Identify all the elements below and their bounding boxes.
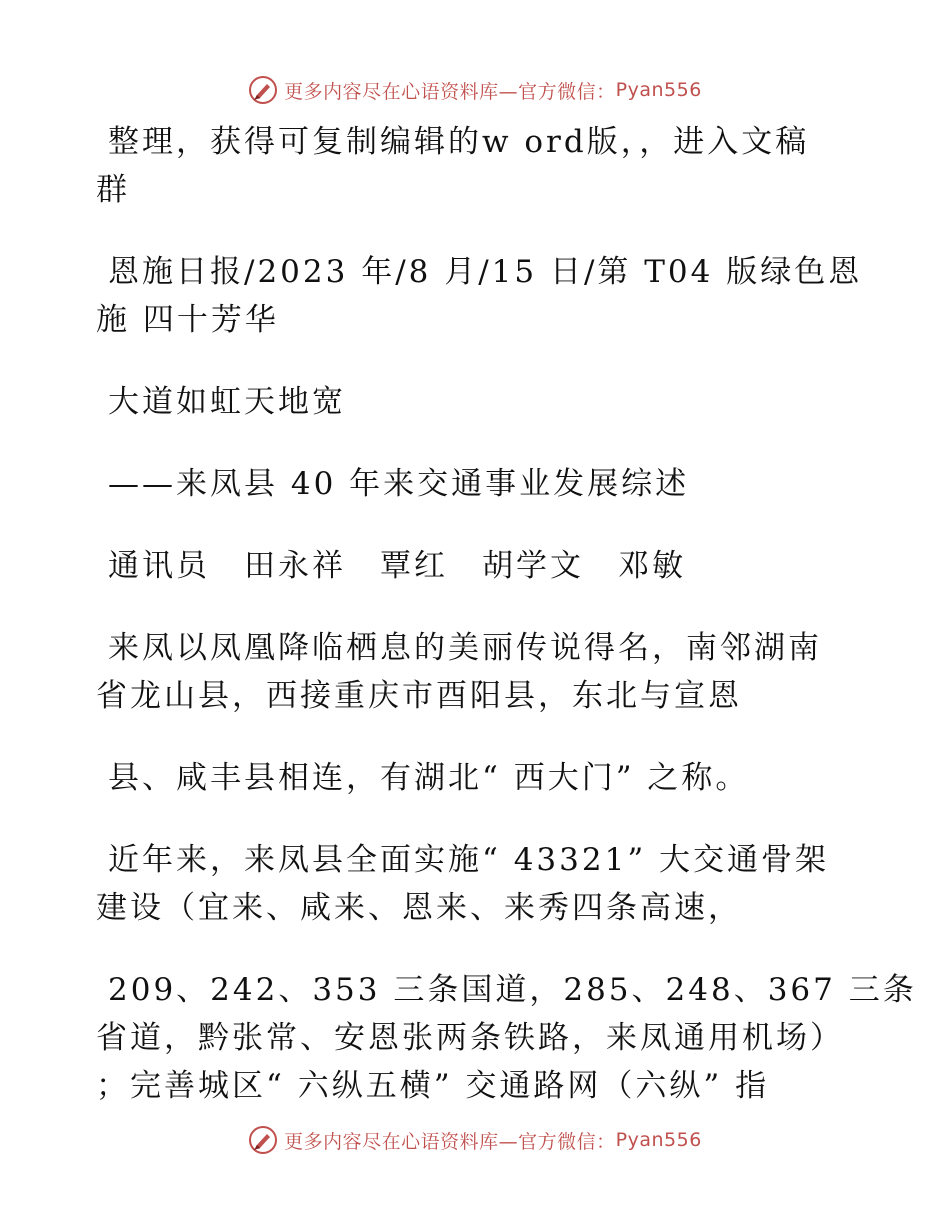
paragraph-intro <box>96 118 856 214</box>
article-title <box>96 378 856 426</box>
paragraph-line: 近年来，来凤县全面实施“ 43321” 大交通骨架 <box>108 842 830 878</box>
paragraph-line: ——来凤县 40 年来交通事业发展综述 <box>108 466 690 502</box>
article-subtitle <box>96 460 856 508</box>
paragraph-line: 209、242、353 三条国道，285、248、367 三条 <box>108 972 917 1008</box>
paragraph-body <box>96 966 917 1110</box>
paragraph-line: 施 四十芳华 <box>96 302 279 338</box>
paragraph-source <box>96 248 863 344</box>
watermark-footer <box>0 1120 950 1160</box>
pen-logo-icon <box>248 75 278 105</box>
paragraph-body <box>96 624 856 720</box>
paragraph-line: 整理，获得可复制编辑的w ord版，，进入文稿 <box>108 124 810 160</box>
watermark-text: 更多内容尽在心语资料库—官方微信： <box>284 80 616 103</box>
paragraph-line: 群 <box>96 172 130 208</box>
paragraph-line: ；完善城区“ 六纵五横” 交通路网（六纵” 指 <box>96 1068 770 1104</box>
watermark-text: 更多内容尽在心语资料库—官方微信： <box>284 1130 616 1153</box>
paragraph-line: 省道，黔张常、安恩张两条铁路，来凤通用机场） <box>96 1020 844 1056</box>
paragraph-line: 建设（宜来、咸来、恩来、来秀四条高速， <box>96 890 742 926</box>
document-body <box>96 118 917 1110</box>
paragraph-line: 县、咸丰县相连，有湖北“ 西大门” 之称。 <box>108 760 750 796</box>
paragraph-line: 省龙山县，西接重庆市酉阳县，东北与宣恩 <box>96 678 742 714</box>
paragraph-line: 通讯员 田永祥 覃红 胡学文 邓敏 <box>108 548 686 584</box>
pen-logo-icon <box>248 1125 278 1155</box>
paragraph-body <box>96 754 856 802</box>
paragraph-line: 来凤以凤凰降临栖息的美丽传说得名，南邻湖南 <box>108 630 822 666</box>
watermark-header <box>0 70 950 110</box>
article-byline <box>96 542 856 590</box>
watermark-handle: Pyan556 <box>615 79 702 101</box>
watermark-handle: Pyan556 <box>615 1129 702 1151</box>
paragraph-line: 恩施日报/2023 年/8 月/15 日/第 T04 版绿色恩 <box>108 254 863 290</box>
paragraph-body <box>96 836 856 932</box>
paragraph-line: 大道如虹天地宽 <box>108 384 346 420</box>
